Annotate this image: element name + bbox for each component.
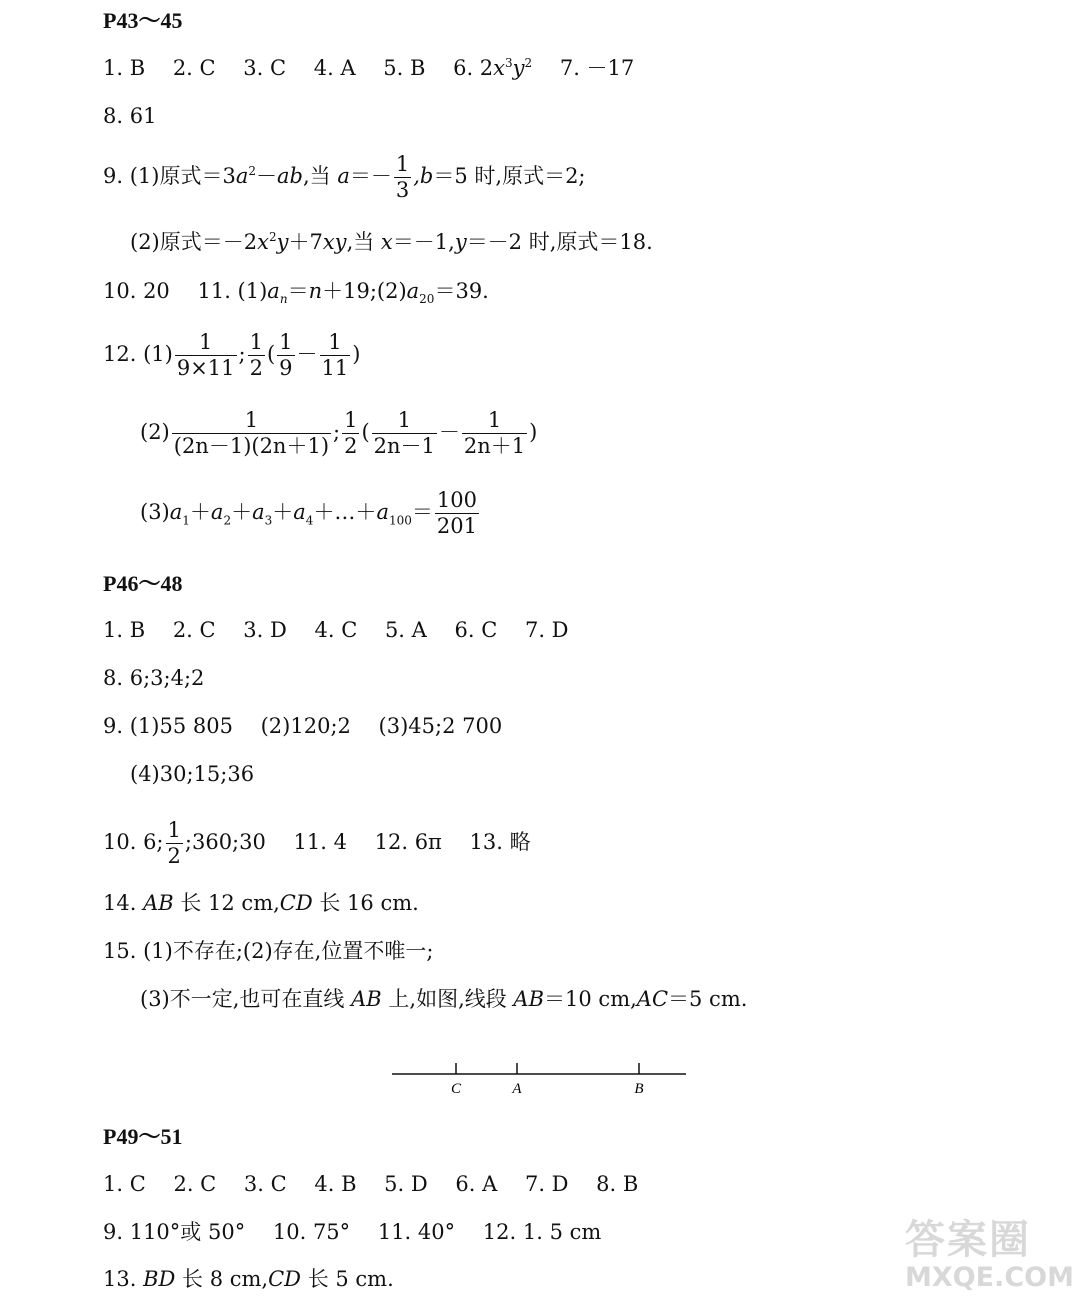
fraction: $\frac{1}{(2n-1)(2n+1)}$ bbox=[173, 408, 330, 459]
answer-line: 1. B 2. C 3. C 4. A 5. B 6. $2x^3y^2$ 7. －17 bbox=[103, 56, 635, 80]
answer-line: (4)30;15;36 bbox=[130, 762, 255, 786]
fraction: $\frac{1}{2}$ bbox=[249, 330, 263, 381]
fraction: $\frac{1}{9}$ bbox=[279, 330, 293, 381]
watermark-logo: 答案圈 bbox=[905, 1217, 1031, 1263]
answer-line: 15. (1)不存在;(2)存在,位置不唯一; bbox=[103, 939, 434, 963]
answer-line: 1. B 2. C 3. D 4. C 5. A 6. C 7. D bbox=[103, 618, 569, 642]
fraction: $\frac{1}{11}$ bbox=[321, 330, 349, 381]
fraction: $\frac{1}{2}$ bbox=[167, 818, 181, 869]
answer-line: 8. 6;3;4;2 bbox=[103, 666, 205, 690]
fraction: $\frac{1}{2}$ bbox=[344, 408, 358, 459]
section-heading-p46-48: P46～48 bbox=[103, 571, 183, 596]
fraction: $\frac{100}{201}$ bbox=[436, 488, 477, 539]
label-b: B bbox=[634, 1081, 644, 1097]
answer-q12-1: 12. (1) $\frac{1}{9\times 11}$ ; $\frac{1}{2}$ ( $\frac{1}{9}$ － $\frac{1}{11}$ ) bbox=[103, 330, 361, 381]
answer-line: 10. 6; $\frac{1}{2}$ ;360;30 11. 4 12. 6π 13. 略 bbox=[103, 818, 531, 869]
answer-line: 1. C 2. C 3. C 4. B 5. D 6. A 7. D 8. B bbox=[103, 1172, 639, 1196]
answer-q10-11: 10. 20 11. $(1)a_n=n+19;(2)a_{20}=39$. bbox=[103, 279, 489, 307]
answer-line: 14. AB 长 12 cm,CD 长 16 cm. bbox=[103, 891, 419, 915]
fraction: $\frac{1}{9\times 11}$ bbox=[176, 330, 235, 381]
answer-line: 8. 61 bbox=[103, 104, 157, 128]
fraction: $\frac{1}{2n+1}$ bbox=[463, 408, 526, 459]
answer-line: 13. BD 长 8 cm,CD 长 5 cm. bbox=[103, 1267, 394, 1291]
answer-q12-3: $(3)a_1+a_2+a_3+a_4+\dots+a_{100}=$ $\frac{100}{201}$ bbox=[140, 488, 477, 539]
section-heading-p43-45: P43～45 bbox=[103, 8, 183, 33]
label-c: C bbox=[450, 1081, 462, 1097]
line-segment-figure bbox=[390, 1056, 690, 1100]
fraction: $\frac{1}{2n-1}$ bbox=[373, 408, 435, 459]
answer-line: (3)不一定,也可在直线 AB 上,如图,线段 AB＝10 cm,AC＝5 cm. bbox=[140, 987, 748, 1011]
fraction: $\frac{1}{3}$ bbox=[395, 152, 410, 203]
watermark-url: MXQE.COM bbox=[905, 1262, 1074, 1293]
answer-q12-2: (2) $\frac{1}{(2n-1)(2n+1)}$ ; $\frac{1}{2}$ ( $\frac{1}{2n-1}$ － $\frac{1}{2n+1}$ ) bbox=[140, 408, 538, 459]
answer-q9-1: 9. (1)原式$=3a^2-ab$,当 a＝－ $\frac{1}{3}$ ,b＝5 时,原式＝2; bbox=[103, 152, 586, 203]
answer-line: 9. 110°或 50° 10. 75° 11. 40° 12. 1. 5 cm bbox=[103, 1220, 602, 1244]
section-heading-p49-51: P49～51 bbox=[103, 1124, 183, 1149]
answer-line: 9. (1)55 805 (2)120;2 (3)45;2 700 bbox=[103, 714, 503, 738]
answer-q9-2: (2)原式$=-2x^2y+7xy$,当 x＝－1,y＝－2 时,原式＝18. bbox=[130, 230, 653, 254]
label-a: A bbox=[512, 1081, 522, 1097]
